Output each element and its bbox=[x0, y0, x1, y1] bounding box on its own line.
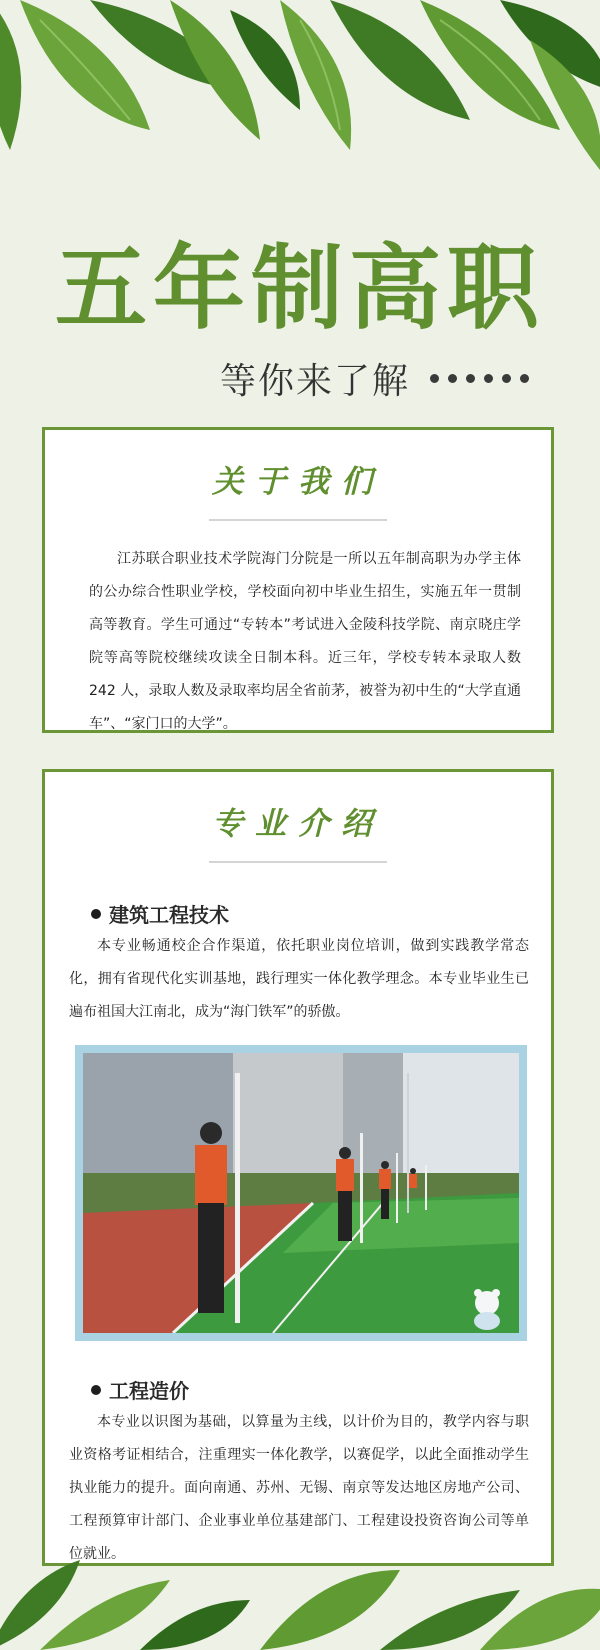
surveying-practice-photo bbox=[83, 1053, 519, 1333]
major-description: 本专业以识图为基础，以算量为主线，以计价为目的，教学内容与职业资格考证相结合，注重理实一体化教学，以赛促学，以此全面推动学生执业能力的提升。面向南通、苏州、无锡、南京等发达地区房地产公司、工程预算审计部门、企业事业单位基建部门、工程建设投资咨询公司等单位就业。 bbox=[69, 1414, 529, 1562]
photo-frame bbox=[75, 1045, 527, 1341]
major-title bbox=[91, 899, 551, 928]
about-text: 江苏联合职业技术学院海门分院是一所以五年制高职为办学主体的公办综合性职业学校，学校面向初中毕业生招生，实施五年一贯制高等教育。学生可通过“专转本”考试进入金陵科技学院、南京晓庄学院等高等院校继续攻读全日制本科。近三年，学校专转本录取人数 242 人，录取人数及录取率均居全省前茅，被誉为初中生的“大学直通车”、“家门口的大学”。 bbox=[89, 551, 521, 732]
heading-divider bbox=[209, 519, 387, 521]
hero-subtitle: 等你来了解 bbox=[220, 360, 411, 402]
about-card bbox=[42, 427, 554, 733]
dot-decoration bbox=[430, 374, 529, 383]
majors-heading: 专业介绍 bbox=[212, 806, 384, 842]
hero-title: 五年制高职 bbox=[54, 235, 545, 342]
leaf-decoration-top bbox=[0, 0, 600, 200]
major-title-text: 建筑工程技术 bbox=[109, 903, 229, 927]
about-heading: 关于我们 bbox=[212, 464, 384, 500]
major-description: 本专业畅通校企合作渠道，依托职业岗位培训，做到实践教学常态化，拥有省现代化实训基地，践行理实一体化教学理念。本专业毕业生已遍布祖国大江南北，成为“海门铁军”的骄傲。 bbox=[69, 938, 529, 1020]
subtitle-row bbox=[220, 356, 529, 400]
major-title bbox=[91, 1375, 551, 1404]
majors-card bbox=[42, 769, 554, 1566]
leaf-decoration-bottom bbox=[0, 1560, 600, 1650]
major-title-text: 工程造价 bbox=[109, 1379, 189, 1403]
heading-divider bbox=[209, 861, 387, 863]
bullet-icon bbox=[91, 1385, 101, 1395]
bullet-icon bbox=[91, 909, 101, 919]
